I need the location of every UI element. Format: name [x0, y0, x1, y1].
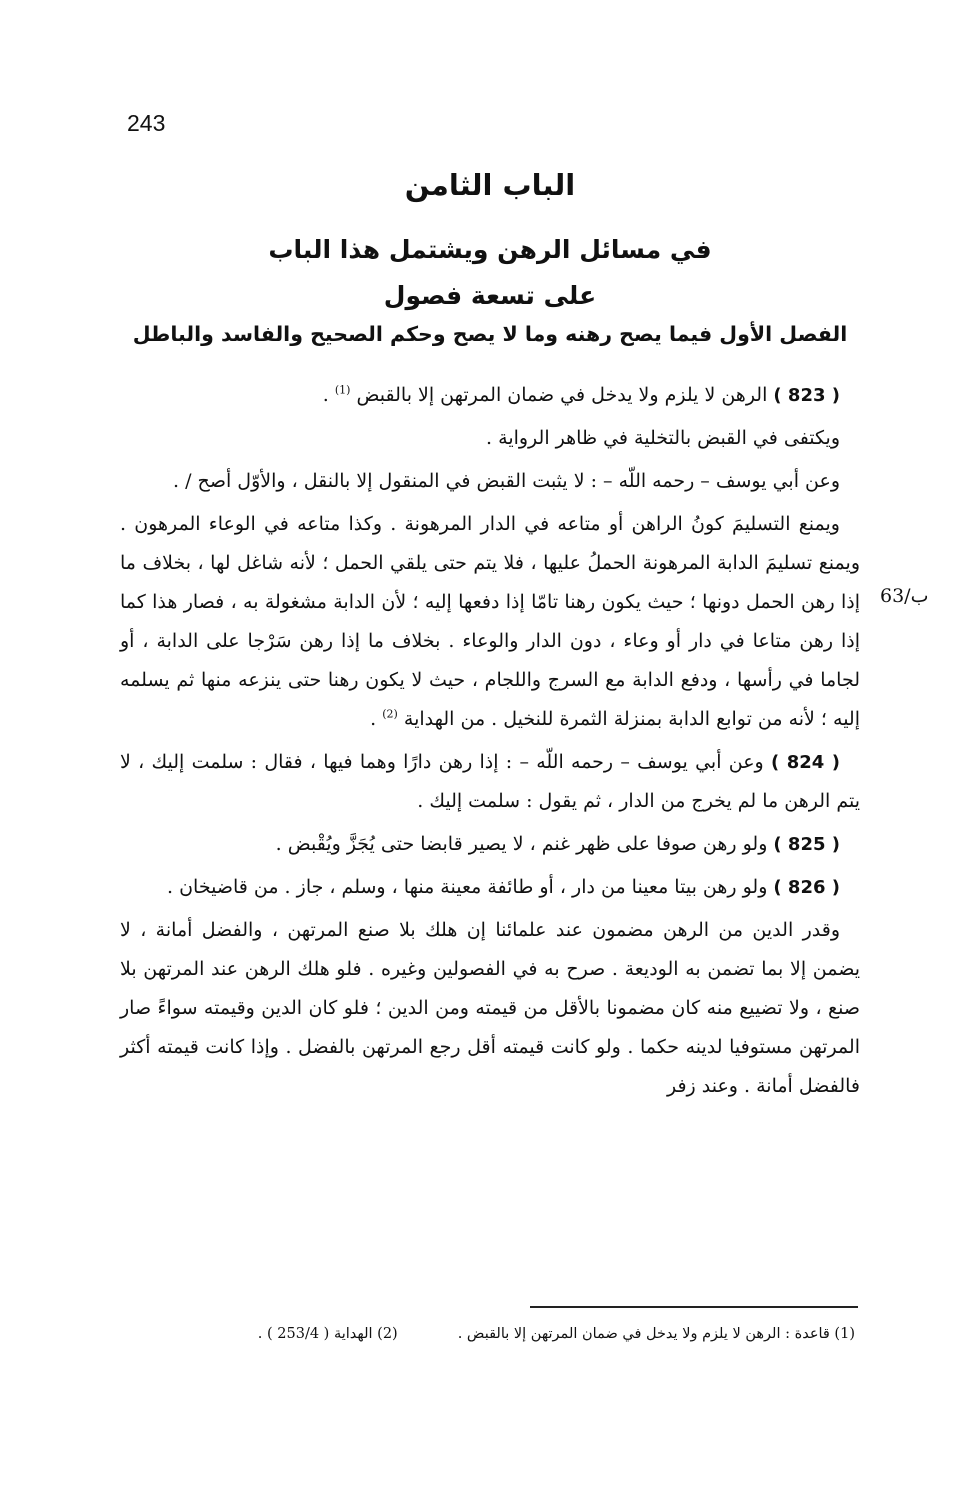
footnote-ref: (1) [334, 383, 351, 397]
paragraph-text: ولو رهن صوفا على ظهر غنم ، لا يصير قابضا حتى يُجَزَّ ويُقْبض . [275, 833, 774, 855]
paragraph-tail: . [322, 384, 335, 406]
footnote-divider [530, 1306, 858, 1308]
entry-number: ( 824 ) [770, 752, 840, 773]
chapter-subtitle-1: في مسائل الرهن ويشتمل هذا الباب [268, 235, 712, 264]
margin-folio-note: 63/ب [880, 585, 929, 607]
paragraph [120, 505, 860, 739]
paragraph-823 [120, 376, 860, 415]
paragraph: ويكتفى في القبض بالتخلية في ظاهر الرواية . [486, 427, 840, 449]
paragraph-825 [120, 825, 860, 864]
paragraph: وقدر الدين من الرهن مضمون عند علمائنا إن هلك بلا صنع المرتهن ، والفضل أمانة ، لا يضمن إلا بما تضمن به الوديعة . صرح به في الفصولين وغيره . فلو هلك الرهن عند المرتهن بلا صنع ، ولا تضييع منه كان مضمونا بالأقل من قيمته ومن الدين ؛ فلو كان الدين وقيمته سواءً صار المرتهن مستوفيا لدينه حكما . ولو كانت قيمته أقل رجع المرتهن بالفضل . وإذا كانت قيمته أكثر فالفضل أمانة . وعند زفر [120, 919, 860, 1097]
footnotes [120, 1326, 855, 1342]
section-title: الفصل الأول فيما يصح رهنه وما لا يصح وحكم الصحيح والفاسد والباطل [132, 322, 848, 346]
page-number: 243 [127, 110, 166, 136]
entry-number: ( 825 ) [773, 834, 840, 855]
entry-number: ( 826 ) [773, 877, 840, 898]
paragraph-826 [120, 868, 860, 907]
paragraph-text: ويمنع التسليمَ كونُ الراهن أو متاعه في الدار المرهونة . وكذا متاعه في الوعاء المرهون . ويمنع تسليمَ الدابة المرهونة الحملُ عليها ، فلا يتم حتى يلقي الحمل ؛ لأنه شاغل لها ، بخلاف ما إذا رهن الحمل دونها ؛ حيث يكون رهنا تامّا إذا دفعها إليه ؛ لأن الدابة مشغولة به ، فصار هذا كما إذا رهن متاعا في دار أو وعاء ، دون الدار والوعاء . بخلاف ما إذا رهن سَرْجا على الدابة ، أو لجاما في رأسها ، ودفع الدابة مع السرج واللجام ، حيث لا يكون رهنا حتى ينزعه منها ثم يسلمه إليه ؛ لأنه من توابع الدابة بمنزلة الثمرة للنخيل . من الهداية [120, 513, 860, 730]
footnote-ref: (2) [382, 707, 398, 721]
chapter-subtitle-2: على تسعة فصول [383, 281, 597, 310]
footnote-2: (2) الهداية ( 253/4 ) . [257, 1326, 398, 1342]
paragraph-text: وعن أبي يوسف – رحمه اللّه – : إذا رهن دارًا وهما فيها ، فقال : سلمت إليك ، لا يتم الرهن ما لم يخرج من الدار ، ثم يقول : سلمت إليك . [120, 751, 860, 812]
chapter-title: الباب الثامن [404, 168, 576, 202]
footnote-1: (1) قاعدة : الرهن لا يلزم ولا يدخل في ضمان المرتهن إلا بالقبض . [457, 1326, 855, 1342]
paragraph-text: ولو رهن بيتا معينا من دار ، أو طائفة معينة منها ، وسلم ، جاز . من قاضيخان . [167, 876, 774, 898]
paragraph-text: الرهن لا يلزم ولا يدخل في ضمان المرتهن إلا بالقبض [350, 384, 774, 406]
entry-number: ( 823 ) [773, 385, 840, 406]
paragraph-tail: . [370, 708, 383, 730]
body-text [120, 376, 860, 1110]
paragraph: وعن أبي يوسف – رحمه اللّه – : لا يثبت القبض في المنقول إلا بالنقل ، والأوّل أصح / . [173, 470, 840, 492]
paragraph-824 [120, 743, 860, 821]
